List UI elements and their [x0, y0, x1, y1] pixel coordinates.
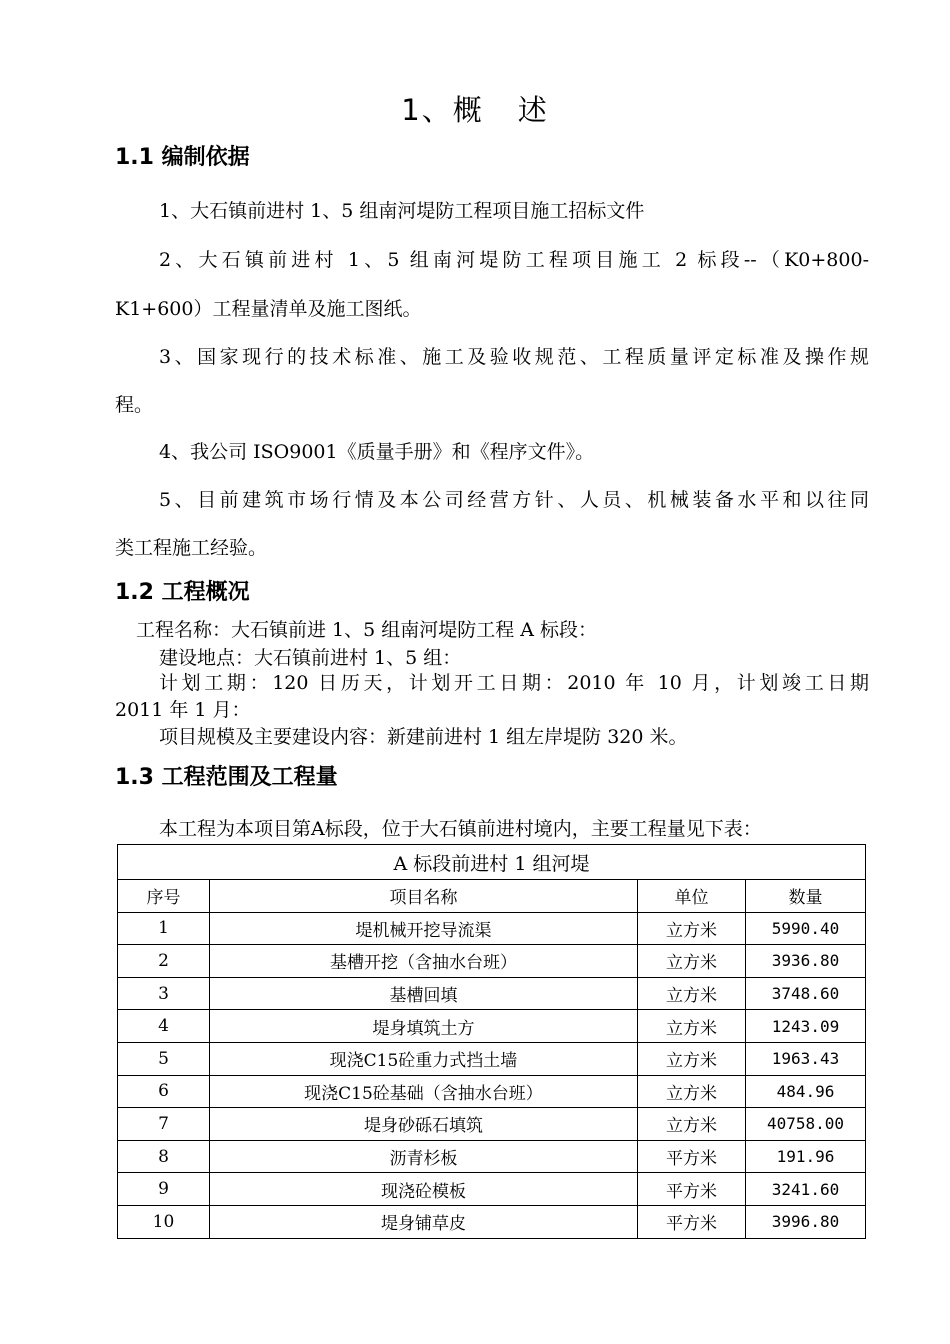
row-quantity: 3996.80 [746, 1205, 866, 1238]
row-quantity: 3936.80 [746, 945, 866, 978]
project-location: 建设地点：大石镇前进村 1、5 组： [159, 647, 462, 669]
row-quantity: 484.96 [746, 1075, 866, 1108]
row-quantity: 191.96 [746, 1140, 866, 1173]
basis-item-3-cont: 程。 [115, 394, 154, 416]
table-row [118, 1042, 866, 1075]
basis-item-2-cont: K1+600）工程量清单及施工图纸。 [115, 298, 422, 320]
table-row [118, 1173, 866, 1206]
table-row [118, 1075, 866, 1108]
header-quantity: 数量 [746, 880, 866, 913]
row-item-name: 现浇C15砼重力式挡土墙 [210, 1042, 638, 1075]
row-unit: 立方米 [638, 945, 746, 978]
row-quantity: 40758.00 [746, 1108, 866, 1141]
row-item-name: 堤机械开挖导流渠 [210, 912, 638, 945]
row-index: 6 [118, 1075, 210, 1108]
basis-item-3: 3、国家现行的技术标准、施工及验收规范、工程质量评定标准及操作规 [159, 346, 869, 368]
row-item-name: 堤身砂砾石填筑 [210, 1108, 638, 1141]
table-row [118, 1205, 866, 1238]
table-row [118, 912, 866, 945]
row-quantity: 1963.43 [746, 1042, 866, 1075]
row-unit: 平方米 [638, 1173, 746, 1206]
basis-item-2: 2、大石镇前进村 1、5 组南河堤防工程项目施工 2 标段--（K0+800- [159, 249, 869, 271]
table-intro: 本工程为本项目第A标段，位于大石镇前进村境内，主要工程量见下表： [159, 818, 762, 840]
row-quantity: 3748.60 [746, 977, 866, 1010]
row-index: 4 [118, 1010, 210, 1043]
section-1-2-title: 1.2 工程概况 [115, 580, 250, 605]
row-unit: 立方米 [638, 977, 746, 1010]
table-row [118, 1010, 866, 1043]
row-item-name: 现浇砼模板 [210, 1173, 638, 1206]
row-index: 3 [118, 977, 210, 1010]
row-unit: 立方米 [638, 1108, 746, 1141]
row-item-name: 堤身铺草皮 [210, 1205, 638, 1238]
row-index: 7 [118, 1108, 210, 1141]
basis-item-1: 1、大石镇前进村 1、5 组南河堤防工程项目施工招标文件 [159, 200, 645, 222]
row-index: 5 [118, 1042, 210, 1075]
table-row [118, 945, 866, 978]
basis-item-4: 4、我公司 ISO9001《质量手册》和《程序文件》。 [159, 441, 595, 463]
table-row [118, 1140, 866, 1173]
basis-item-5: 5、目前建筑市场行情及本公司经营方针、人员、机械装备水平和以往同 [159, 489, 869, 511]
row-index: 2 [118, 945, 210, 978]
chapter-title [0, 88, 950, 129]
table-row [118, 977, 866, 1010]
row-unit: 立方米 [638, 1010, 746, 1043]
row-unit: 立方米 [638, 1042, 746, 1075]
row-item-name: 现浇C15砼基础（含抽水台班） [210, 1075, 638, 1108]
row-index: 8 [118, 1140, 210, 1173]
row-quantity: 3241.60 [746, 1173, 866, 1206]
row-item-name: 基槽开挖（含抽水台班） [210, 945, 638, 978]
project-scope: 项目规模及主要建设内容：新建前进村 1 组左岸堤防 320 米。 [159, 726, 688, 748]
project-name: 工程名称：大石镇前进 1、5 组南河堤防工程 A 标段： [136, 619, 598, 641]
project-schedule-cont: 2011 年 1 月： [115, 699, 251, 721]
row-item-name: 堤身填筑土方 [210, 1010, 638, 1043]
row-unit: 立方米 [638, 912, 746, 945]
table-caption-row [118, 845, 866, 880]
section-1-1-title: 1.1 编制依据 [115, 145, 250, 170]
row-index: 1 [118, 912, 210, 945]
quantity-table [117, 844, 866, 1239]
basis-item-5-cont: 类工程施工经验。 [115, 537, 268, 559]
project-schedule: 计划工期：120 日历天，计划开工日期：2010 年 10 月，计划竣工日期 [159, 672, 869, 694]
header-item-name: 项目名称 [210, 880, 638, 913]
chapter-title-part-2: 述 [517, 93, 549, 127]
row-index: 9 [118, 1173, 210, 1206]
row-quantity: 5990.40 [746, 912, 866, 945]
table-caption: A 标段前进村 1 组河堤 [118, 845, 866, 880]
header-index: 序号 [118, 880, 210, 913]
row-item-name: 沥青杉板 [210, 1140, 638, 1173]
row-unit: 立方米 [638, 1075, 746, 1108]
row-quantity: 1243.09 [746, 1010, 866, 1043]
header-unit: 单位 [638, 880, 746, 913]
table-header-row [118, 880, 866, 913]
row-item-name: 基槽回填 [210, 977, 638, 1010]
section-1-3-title: 1.3 工程范围及工程量 [115, 765, 338, 790]
table-row [118, 1108, 866, 1141]
row-unit: 平方米 [638, 1205, 746, 1238]
row-unit: 平方米 [638, 1140, 746, 1173]
chapter-title-part-1: 1、概 [401, 93, 484, 127]
row-index: 10 [118, 1205, 210, 1238]
